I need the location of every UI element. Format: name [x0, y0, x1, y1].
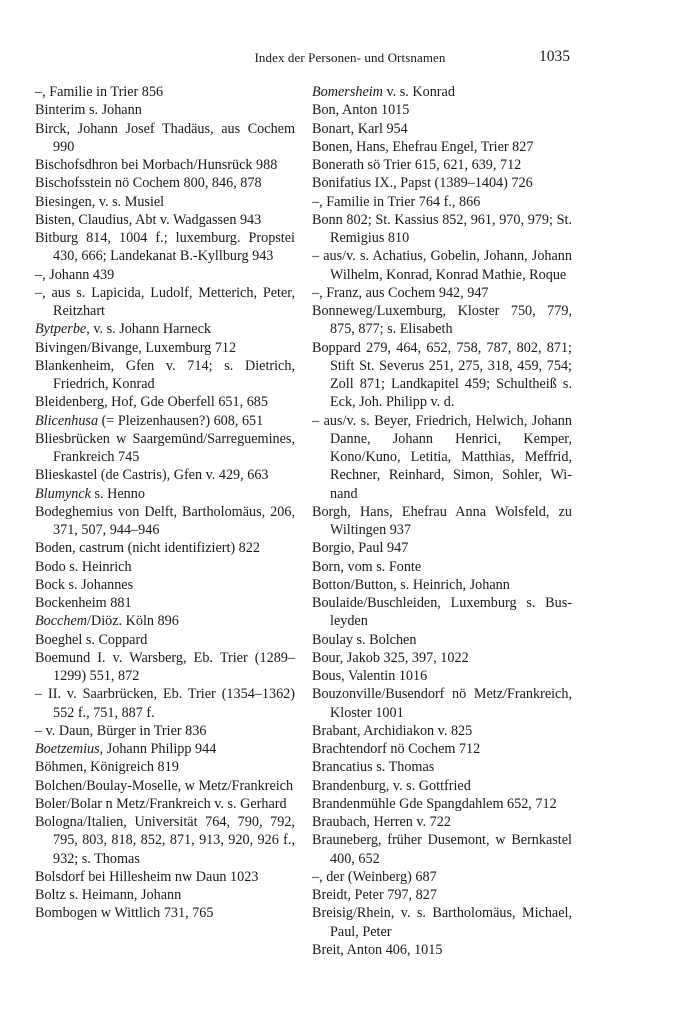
index-column-left [35, 83, 295, 923]
index-entry [312, 503, 572, 540]
index-entry [35, 612, 295, 630]
index-entry-text: Bonneweg/Luxemburg, Kloster 750, 779, 875, 877; s. Elisabeth [312, 303, 572, 338]
index-entry-text: Bischofsdhron bei Morbach/Hunsrück 988 [35, 157, 278, 173]
index-entry-text: –, aus s. Lapicida, Ludolf, Metterich, Peter, Reitzhart [35, 284, 295, 319]
index-entry-text: Bonifatius IX., Papst (1389–1404) 726 [312, 175, 533, 192]
index-entry [312, 886, 572, 904]
index-entry-text: – II. v. Saarbrücken, Eb. Trier (1354–1362) 552 f., 751, 887 f. [35, 686, 295, 721]
index-entry [35, 412, 295, 430]
index-entry-text: /Diöz. Köln 896 [87, 613, 179, 630]
index-entry [312, 339, 572, 412]
index-entry [35, 758, 295, 776]
index-entry-text: Borgh, Hans, Ehefrau Anna Wolsfeld, zu Wiltingen 937 [312, 503, 572, 538]
index-entry-italic-term: Boetzemius [35, 741, 100, 757]
index-entry [312, 576, 572, 594]
index-entry-text: Brandenburg, v. s. Gottfried [312, 777, 471, 794]
index-entry-text: Brandenmühle Gde Spangdahlem 652, 712 [312, 795, 557, 812]
index-entry-text: Bonen, Hans, Ehefrau Engel, Trier 827 [312, 138, 534, 155]
index-entry-text: Brancatius s. Thomas [312, 759, 435, 776]
index-entry-text: Bolsdorf bei Hillesheim nw Daun 1023 [35, 868, 259, 885]
index-entry [35, 430, 295, 467]
index-entry [312, 138, 572, 156]
index-entry-text: –, Familie in Trier 856 [35, 84, 164, 100]
index-entry-text: –, Familie in Trier 764 f., 866 [312, 193, 481, 210]
index-entry [312, 156, 572, 174]
index-entry-text: v. s. Konrad [382, 84, 455, 100]
index-entry-text: Boppard 279, 464, 652, 758, 787, 802, 871; Stift St. Severus 251, 275, 318, 459, 754; Zoll 871; Landkapitel 459; Schultheiß s. Eck, Joh. Philipp v. d. [312, 339, 572, 411]
index-entry [35, 101, 295, 119]
index-entry [35, 904, 295, 922]
index-entry-text: – aus/v. s. Achatius, Gobelin, Johann, Johann Wilhelm, Konrad, Konrad Mathie, Roque [312, 248, 572, 283]
index-entry [312, 941, 572, 959]
index-entry [312, 667, 572, 685]
index-entry-text: s. Henno [90, 485, 145, 502]
index-entry-italic-term: Bytperbe [35, 321, 87, 338]
index-entry [35, 503, 295, 540]
index-entry [312, 758, 572, 776]
index-entry-text: Bischofsstein nö Cochem 800, 846, 878 [35, 175, 262, 192]
index-entry-text: Bliesbrücken w Saargemünd/Sarreguemines, Frankreich 745 [35, 430, 295, 465]
index-entry [35, 740, 295, 758]
index-entry-text: Brauneberg, früher Dusemont, w Bernkastel 400, 652 [312, 832, 572, 867]
index-entry-text: Blankenheim, Gfen v. 714; s. Dietrich, Friedrich, Konrad [35, 357, 295, 392]
index-entry [312, 284, 572, 302]
index-entry [312, 83, 572, 101]
index-entry-text: Böhmen, Königreich 819 [35, 759, 179, 776]
index-entry-text: Birck, Johann Josef Thadäus, aus Cochem 990 [35, 120, 295, 155]
index-entry-text: Breit, Anton 406, 1015 [312, 941, 443, 958]
index-entry-text: Brachtendorf nö Cochem 712 [312, 741, 481, 757]
index-entry [312, 631, 572, 649]
index-entry-text: Boulaide/Buschleiden, Luxemburg s. Busleyden [312, 595, 572, 630]
index-entry [312, 868, 572, 886]
index-entry-text: Bonn 802; St. Kassius 852, 961, 970, 979; St. Remigius 810 [312, 211, 572, 246]
index-entry-text: Borgio, Paul 947 [312, 540, 409, 557]
index-entry [35, 193, 295, 211]
index-entry-text: Brabant, Archidiakon v. 825 [312, 722, 473, 739]
index-entry-text: Bonart, Karl 954 [312, 120, 408, 137]
index-entry-text: Bodo s. Heinrich [35, 558, 132, 575]
index-entry [312, 193, 572, 211]
page-number: 1035 [539, 48, 570, 65]
index-entry [312, 174, 572, 192]
index-entry [312, 685, 572, 722]
index-entry-text: –, Johann 439 [35, 266, 115, 283]
index-entry [35, 722, 295, 740]
index-entry-text: , v. s. Johann Harneck [86, 321, 211, 338]
index-entry [35, 83, 295, 101]
index-entry [35, 685, 295, 722]
index-entry [312, 740, 572, 758]
index-entry [312, 831, 572, 868]
index-entry [312, 539, 572, 557]
index-entry-text: (= Pleizenhausen?) 608, 651 [98, 412, 264, 429]
index-entry-text: Boden, castrum (nicht identifiziert) 822 [35, 540, 260, 557]
index-entry-text: Blieskastel (de Castris), Gfen v. 429, 663 [35, 467, 269, 484]
index-entry-text: Botton/Button, s. Heinrich, Johann [312, 576, 510, 593]
index-entry-text: Bleidenberg, Hof, Gde Oberfell 651, 685 [35, 394, 268, 411]
index-entry-text: Bisten, Claudius, Abt v. Wadgassen 943 [35, 211, 262, 228]
index-entry [35, 266, 295, 284]
index-entry-text: Bockenheim 881 [35, 595, 132, 611]
index-entry [312, 904, 572, 941]
index-entry [312, 722, 572, 740]
index-entry [35, 211, 295, 229]
index-entry-text: Bon, Anton 1015 [312, 102, 410, 119]
index-entry [312, 247, 572, 284]
index-entry [35, 229, 295, 266]
index-entry-italic-term: Bomersheim [312, 84, 383, 100]
index-entry [35, 320, 295, 338]
index-entry-text: Bologna/Italien, Universität 764, 790, 792, 795, 803, 818, 852, 871, 913, 920, 926 f., 932; s. Thomas [35, 814, 295, 867]
index-entry-text: Bolchen/Boulay-Moselle, w Metz/Frankreich [35, 777, 294, 794]
index-entry-text: Boltz s. Heimann, Johann [35, 887, 182, 903]
index-entry [312, 120, 572, 138]
index-entry-text: , Johann Philipp 944 [99, 741, 217, 757]
index-entry [312, 813, 572, 831]
index-entry [35, 284, 295, 321]
index-entry-text: Bonerath sö Trier 615, 621, 639, 712 [312, 157, 522, 173]
index-entry [35, 558, 295, 576]
index-entry [35, 886, 295, 904]
index-entry [35, 631, 295, 649]
index-entry [312, 302, 572, 339]
index-entry-italic-term: Blicenhusa [35, 412, 99, 429]
index-entry [312, 795, 572, 813]
index-entry [312, 211, 572, 248]
index-entry-text: Breidt, Peter 797, 827 [312, 887, 437, 903]
index-entry-text: Breisig/Rhein, v. s. Bartholomäus, Michael, Paul, Peter [312, 905, 572, 940]
index-entry-text: Bous, Valentin 1016 [312, 668, 428, 684]
index-entry [312, 101, 572, 119]
index-entry-text: Bivingen/Bivange, Luxemburg 712 [35, 339, 237, 356]
index-entry [35, 868, 295, 886]
index-entry [312, 594, 572, 631]
running-title: Index der Personen- und Ortsnamen [254, 50, 446, 65]
index-entry [35, 393, 295, 411]
index-entry-text: Boler/Bolar n Metz/Frankreich v. s. Gerhard [35, 795, 287, 812]
index-entry [35, 813, 295, 868]
index-entry-text: – aus/v. s. Beyer, Friedrich, Helwich, Johann Danne, Johann Henrici, Kemper, Kono/Kuno, Letitia, Matthias, Meffrid, Rechner, Reinhard, Simon, Sohler, Winand [312, 412, 572, 502]
index-entry-text: –, Franz, aus Cochem 942, 947 [312, 284, 489, 301]
index-entry-text: –, der (Weinberg) 687 [312, 868, 437, 885]
index-entry-text: Bodeghemius von Delft, Bartholomäus, 206, 371, 507, 944–946 [35, 503, 295, 538]
index-entry [312, 649, 572, 667]
index-entry-text: Bour, Jakob 325, 397, 1022 [312, 649, 469, 666]
index-entry [312, 412, 572, 503]
index-entry-text: Biesingen, v. s. Musiel [35, 193, 165, 210]
index-entry-italic-term: Bocchem [35, 613, 87, 630]
index-entry-text: Bitburg 814, 1004 f.; luxemburg. Propstei 430, 666; Landekanat B.-Kyllburg 943 [35, 230, 295, 265]
index-entry-text: Boemund I. v. Warsberg, Eb. Trier (1289–1299) 551, 872 [35, 649, 295, 684]
index-column-right [312, 83, 572, 959]
index-entry [35, 539, 295, 557]
index-entry [35, 174, 295, 192]
index-entry-text: Bock s. Johannes [35, 576, 134, 593]
index-entry-text: Braubach, Herren v. 722 [312, 814, 451, 830]
index-entry-text: Bombogen w Wittlich 731, 765 [35, 905, 214, 922]
index-entry [35, 357, 295, 394]
index-entry-text: Born, vom s. Fonte [312, 558, 422, 575]
index-entry [35, 120, 295, 157]
index-entry-italic-term: Blumynck [35, 485, 91, 502]
index-entry [35, 485, 295, 503]
index-entry-text: Boulay s. Bolchen [312, 631, 417, 648]
index-entry [35, 156, 295, 174]
index-entry [35, 649, 295, 686]
index-entry [35, 594, 295, 612]
index-entry [35, 576, 295, 594]
index-entry-text: Binterim s. Johann [35, 102, 142, 119]
index-entry [312, 558, 572, 576]
index-entry [35, 795, 295, 813]
index-entry [35, 777, 295, 795]
index-entry-text: Boeghel s. Coppard [35, 631, 148, 648]
index-entry [35, 339, 295, 357]
index-entry-text: – v. Daun, Bürger in Trier 836 [35, 722, 207, 739]
index-entry-text: Bouzonville/Busendorf nö Metz/Frankreich, Kloster 1001 [312, 686, 572, 721]
index-entry [35, 466, 295, 484]
index-entry [312, 777, 572, 795]
